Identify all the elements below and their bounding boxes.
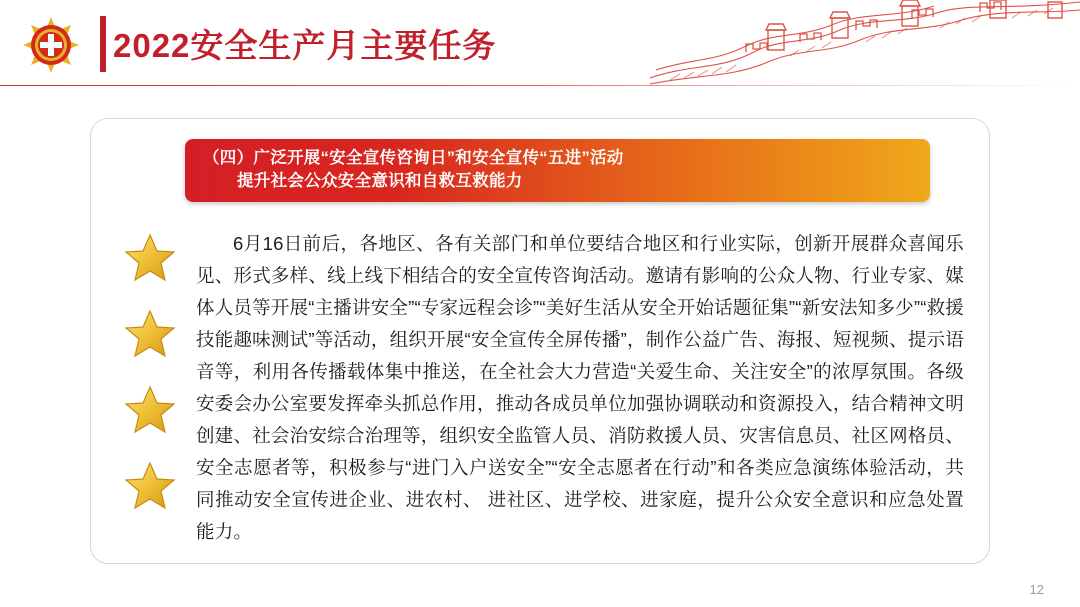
bullet-star-group [124, 232, 184, 532]
body-paragraph: 6月16日前后，各地区、各有关部门和单位要结合地区和行业实际，创新开展群众喜闻乐见、形式多样、线上线下相结合的安全宣传咨询活动。邀请有影响的公众人物、行业专家、媒体人员等开展“主播讲安全”“专家远程会诊”“美好生活从安全开始话题征集”“新安法知多少”“救援技能趣味测试”等活动，组织开展“安全宣传全屏传播”，制作公益广告、海报、短视频、提示语音等，利用各传播载体集中推送，在全社会大力营造“关爱生命、关注安全”的浓厚氛围。各级安委会办公室要发挥牵头抓总作用，推动各成员单位加强协调联动和资源投入，结合精神文明创建、社会治安综合治理等，组织安全监管人员、消防救援人员、灾害信息员、社区网格员、安全志愿者等，积极参与“进门入户送安全”“安全志愿者在行动”和各类应急演练体验活动，共同推动安全宣传进企业、进农村、 进社区、进学校、进家庭，提升公众安全意识和应急处置能力。 [196, 233, 964, 542]
great-wall-decoration-icon [650, 0, 1080, 86]
banner-title-line-2: 提升社会公众安全意识和自救互救能力 [237, 172, 523, 190]
section-banner [185, 139, 930, 202]
title-accent-bar [100, 16, 106, 72]
star-icon [124, 308, 176, 360]
star-icon [124, 232, 176, 284]
slide-header [0, 0, 1080, 86]
star-icon [124, 384, 176, 436]
page-title: 2022安全生产月主要任务 [113, 27, 497, 64]
banner-title-line-1: （四）广泛开展“安全宣传咨询日”和安全宣传“五进”活动 [203, 149, 624, 167]
header-divider [0, 85, 1080, 86]
safety-production-emblem-icon [22, 16, 80, 74]
page-number: 12 [1029, 582, 1044, 597]
star-icon [124, 460, 176, 512]
body-text [196, 228, 964, 548]
